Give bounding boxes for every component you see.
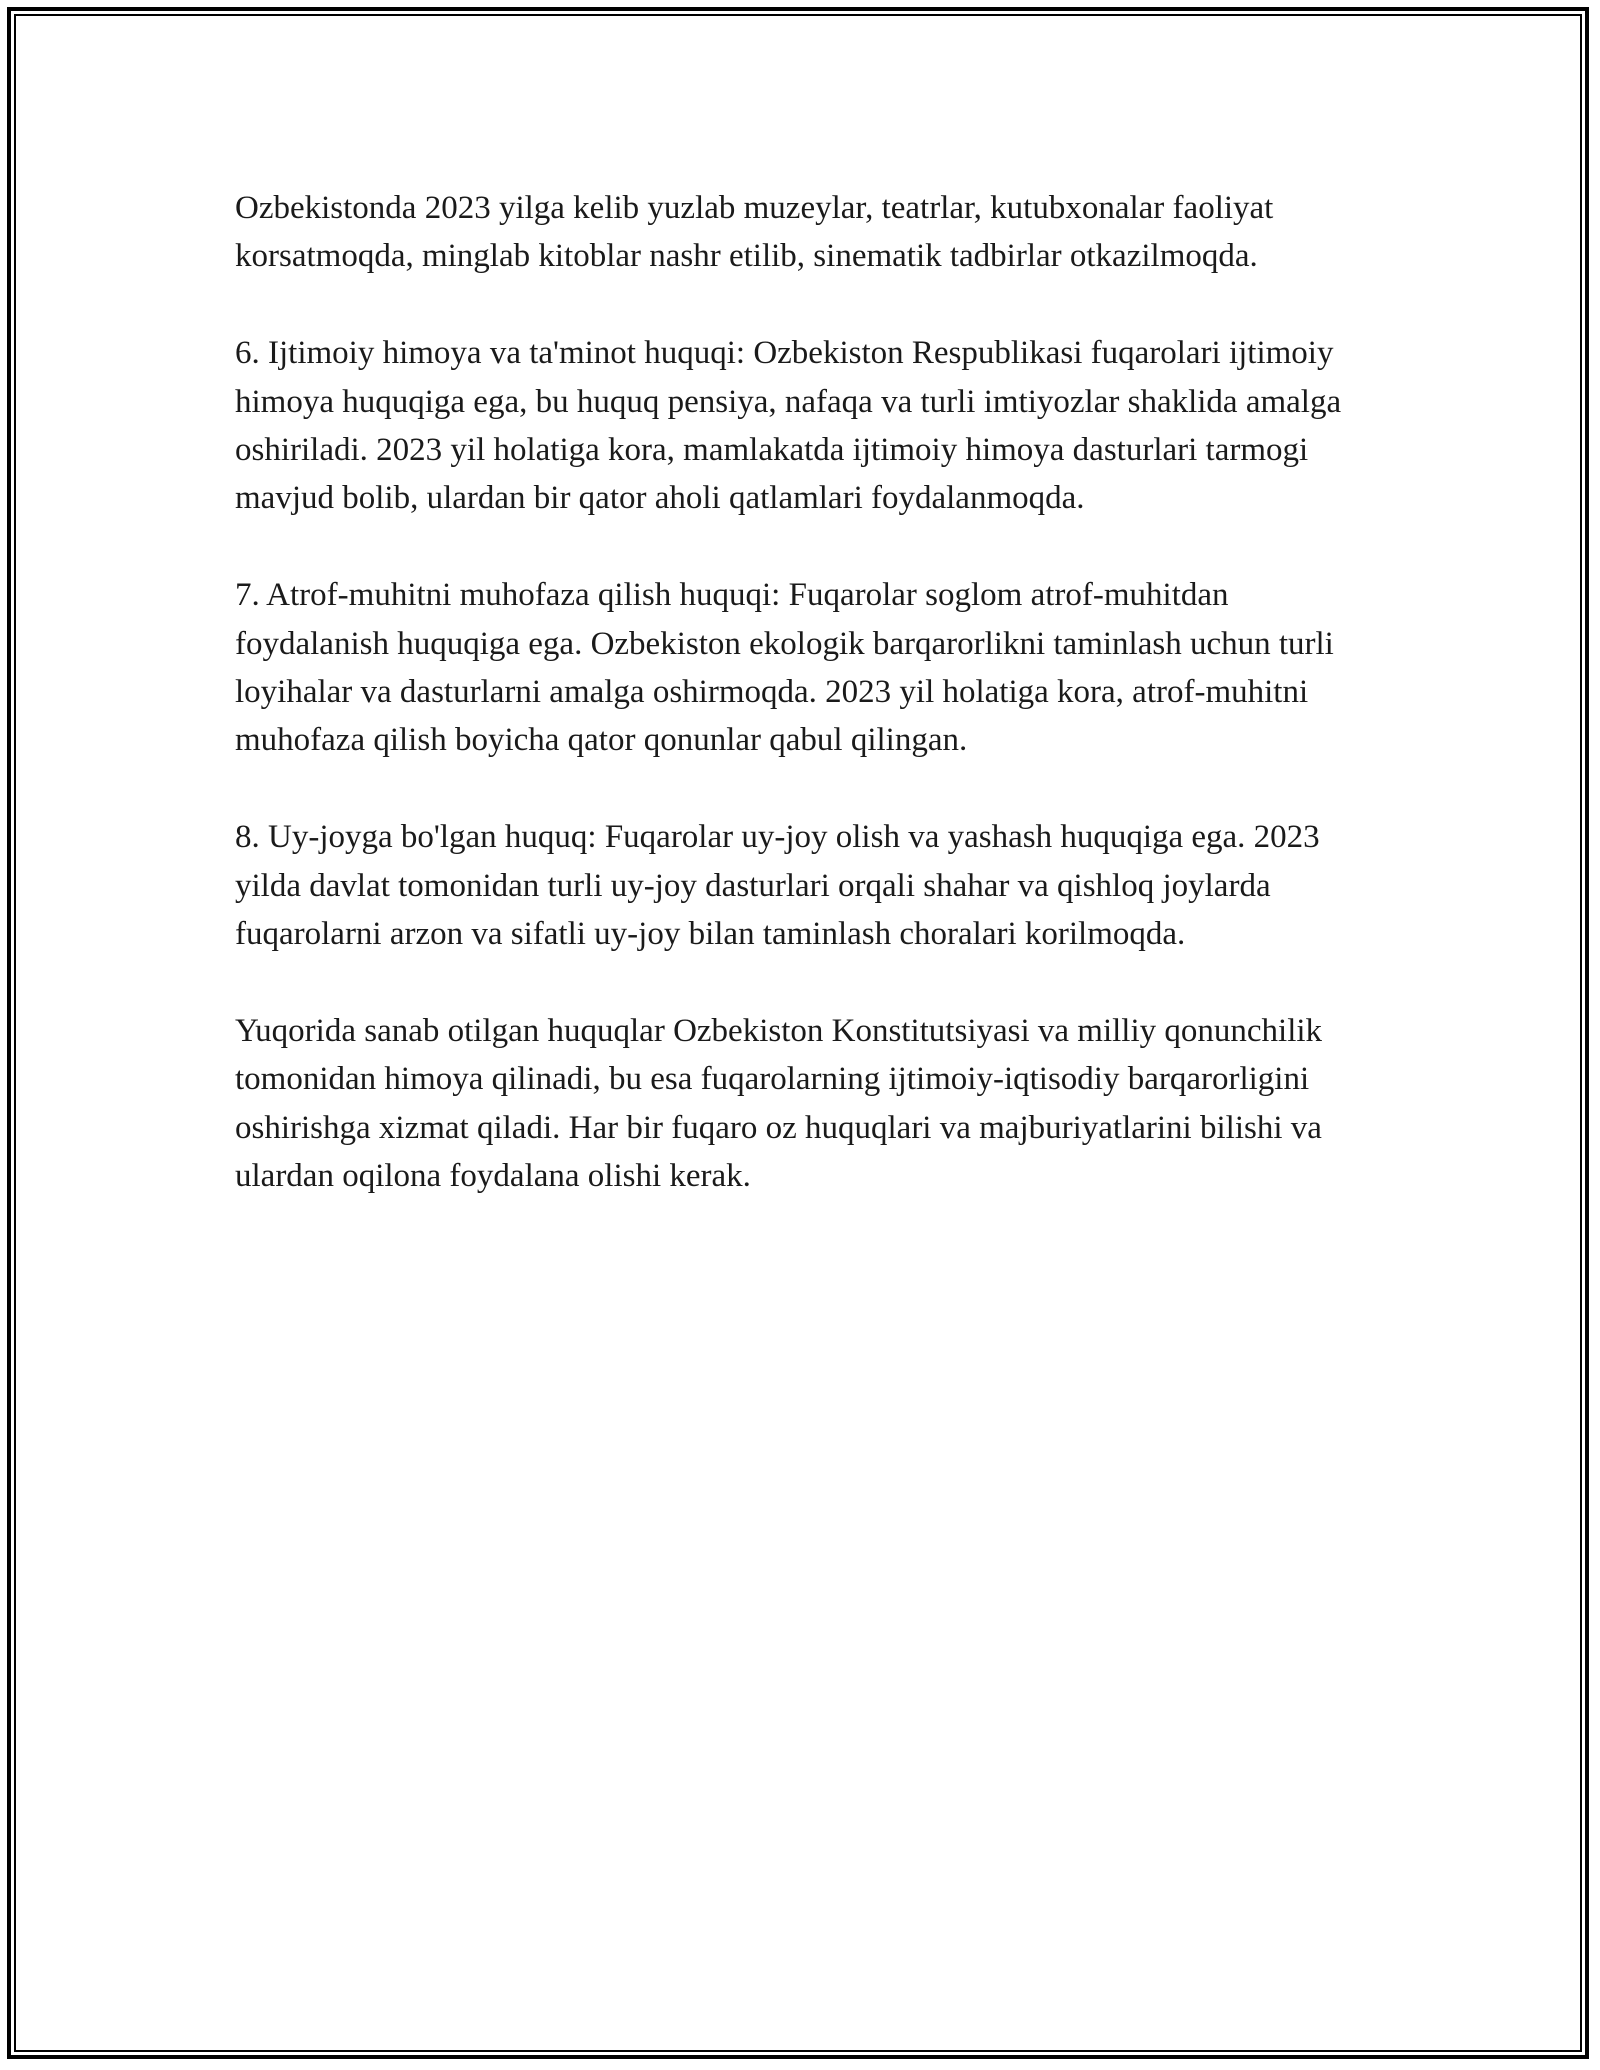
paragraph-housing: 8. Uy-joyga bo'lgan huquq: Fuqarolar uy-joy olish va yashash huquqiga ega. 2023 yilda davlat tomonidan turli uy-joy dasturlari orqali shahar va qishloq joylarda fuqarolarni arzon va sifatli uy-joy bilan taminlash choralari korilmoqda. <box>235 819 1320 953</box>
paragraph-culture: Ozbekistonda 2023 yilga kelib yuzlab muzeylar, teatrlar, kutubxonalar faoliyat korsatmoqda, minglab kitoblar nashr etilib, sinematik tadbirlar otkazilmoqda. <box>235 190 1274 275</box>
paragraph-social-protection: 6. Ijtimoiy himoya va ta'minot huquqi: Ozbekiston Respublikasi fuqarolari ijtimoiy himoya huquqiga ega, bu huquq pensiya, nafaqa va turli imtiyozlar shaklida amalga oshiriladi. 2023 yil holatiga kora, mamlakatda ijtimoiy himoya dasturlari tarmogi mavjud bolib, ulardan bir qator aholi qatlamlari foydalanmoqda. <box>235 335 1342 517</box>
paragraph-conclusion: Yuqorida sanab otilgan huquqlar Ozbekiston Konstitutsiyasi va milliy qonunchilik tomonidan himoya qilinadi, bu esa fuqarolarning ijtimoiy-iqtisodiy barqarorligini oshirishga xizmat qiladi. Har bir fuqaro oz huquqlari va majburiyatlarini bilishi va ulardan oqilona foydalana olishi kerak. <box>235 1012 1323 1195</box>
document-body <box>235 184 1375 1249</box>
paragraph-environment: 7. Atrof-muhitni muhofaza qilish huquqi: Fuqarolar soglom atrof-muhitdan foydalanish huquqiga ega. Ozbekiston ekologik barqarorlikni taminlash uchun turli loyihalar va dasturlarni amalga oshirmoqda. 2023 yil holatiga kora, atrof-muhitni muhofaza qilish boyicha qator qonunlar qabul qilingan. <box>235 577 1334 759</box>
